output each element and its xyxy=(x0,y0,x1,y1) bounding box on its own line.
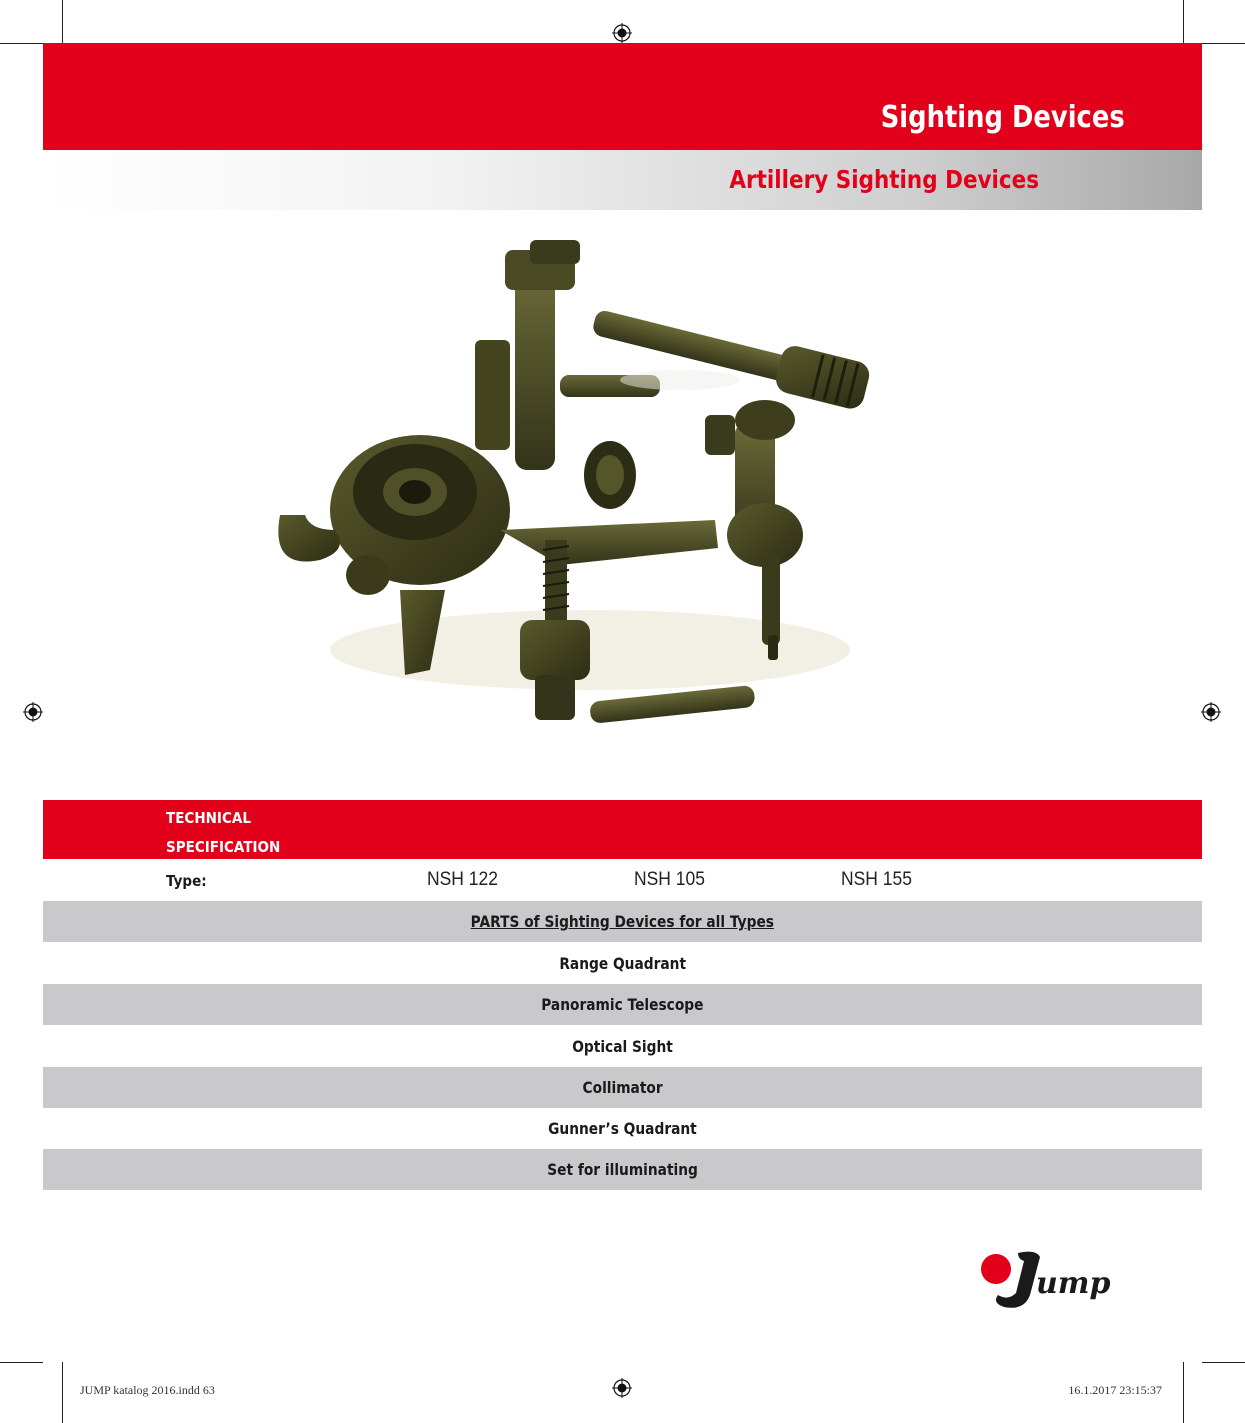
crop-mark xyxy=(1202,1362,1245,1363)
product-image xyxy=(260,230,910,760)
type-value: NSH 155 xyxy=(841,869,912,890)
part-row xyxy=(43,943,1202,984)
parts-heading: PARTS of Sighting Devices for all Types xyxy=(470,912,775,931)
part-row xyxy=(43,984,1202,1025)
crop-mark xyxy=(1202,43,1245,44)
part-row xyxy=(43,1067,1202,1108)
registration-mark-icon xyxy=(1201,702,1221,722)
registration-mark-icon xyxy=(23,702,43,722)
crop-mark xyxy=(0,1362,43,1363)
svg-text:ump: ump xyxy=(1036,1266,1111,1301)
part-row xyxy=(43,1026,1202,1067)
part-name: Range Quadrant xyxy=(559,954,686,973)
spec-heading-line: SPECIFICATION xyxy=(166,838,281,856)
crop-mark xyxy=(0,43,43,44)
registration-mark-icon xyxy=(612,1378,632,1398)
jump-logo xyxy=(978,1245,1118,1315)
spec-heading xyxy=(166,804,280,862)
registration-mark-icon xyxy=(612,23,632,43)
type-label: Type: xyxy=(166,872,207,890)
page-title: Sighting Devices xyxy=(881,100,1125,135)
part-name: Collimator xyxy=(582,1078,663,1097)
crop-mark xyxy=(62,1362,63,1423)
type-value: NSH 105 xyxy=(634,869,705,890)
crop-mark xyxy=(1183,1362,1184,1423)
section-subtitle: Artillery Sighting Devices xyxy=(729,165,1039,194)
part-name: Gunner’s Quadrant xyxy=(548,1119,697,1138)
part-row xyxy=(43,1108,1202,1149)
part-row xyxy=(43,1149,1202,1190)
footer-timestamp: 16.1.2017 23:15:37 xyxy=(1068,1383,1162,1397)
type-value: NSH 122 xyxy=(427,869,498,890)
part-name: Panoramic Telescope xyxy=(541,995,704,1014)
footer-file: JUMP katalog 2016.indd 63 xyxy=(80,1383,215,1397)
parts-heading-row xyxy=(43,901,1202,942)
part-name: Optical Sight xyxy=(572,1037,673,1056)
part-name: Set for illuminating xyxy=(547,1160,698,1179)
spec-heading-line: TECHNICAL xyxy=(166,809,251,827)
